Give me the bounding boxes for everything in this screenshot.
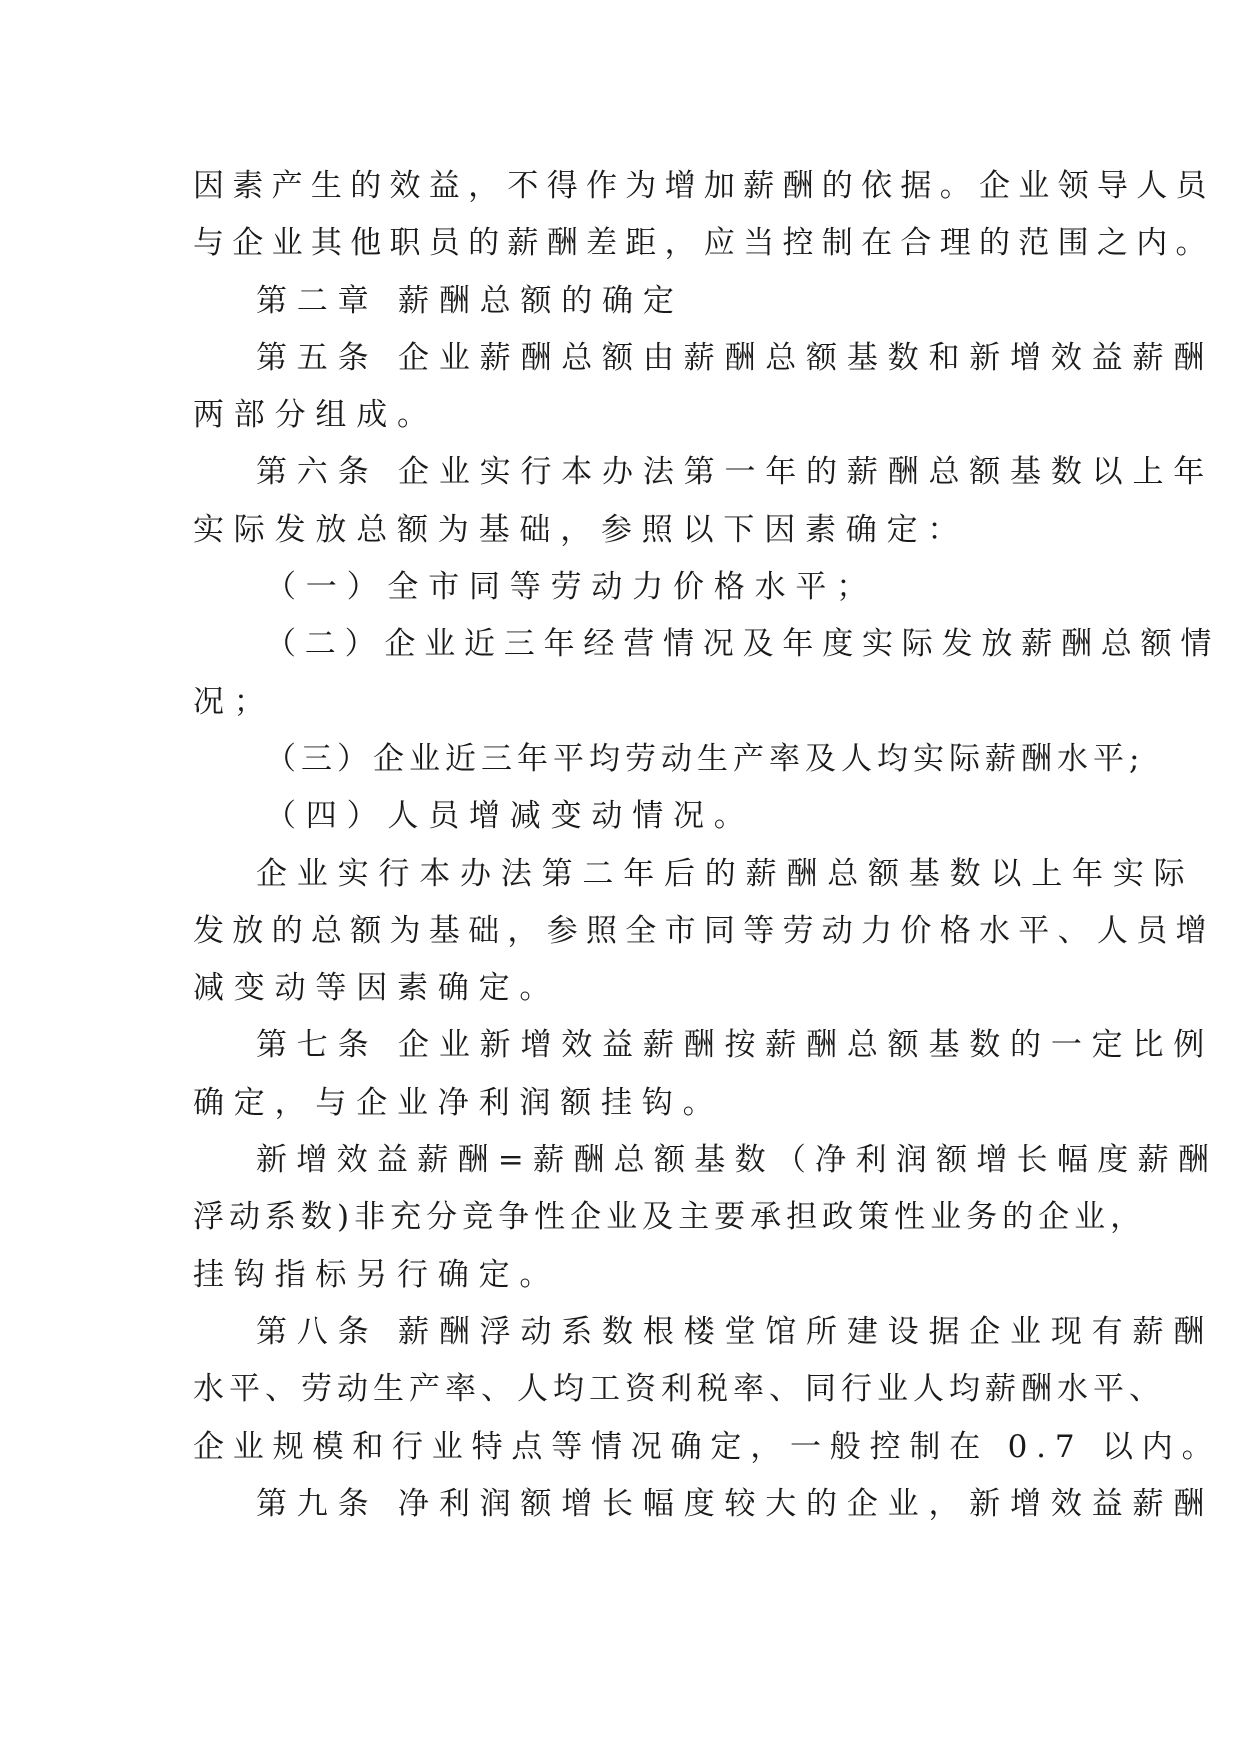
paragraph-line: 况； — [193, 683, 275, 720]
list-item-1: （一）全市同等劳动力价格水平； — [265, 569, 877, 606]
document-body — [193, 158, 1222, 1533]
article-8-line: 第八条 薪酬浮动系数根楼堂馆所建设据企业现有薪酬 — [256, 1313, 1215, 1350]
formula-line: 新增效益薪酬=薪酬总额基数（净利润额增长幅度薪酬 — [256, 1142, 1219, 1179]
article-6-line: 第六条 企业实行本办法第一年的薪酬总额基数以上年 — [256, 454, 1215, 491]
article-5-line: 第五条 企业薪酬总额由薪酬总额基数和新增效益薪酬 — [256, 339, 1215, 376]
paragraph-line: 实际发放总额为基础，参照以下因素确定： — [193, 511, 969, 548]
paragraph-line: 企业规模和行业特点等情况确定，一般控制在 0.7 以内。 — [193, 1428, 1222, 1465]
list-item-2: （二）企业近三年经营情况及年度实际发放薪酬总额情 — [265, 626, 1221, 663]
paragraph-line: 发放的总额为基础，参照全市同等劳动力价格水平、人员增 — [193, 912, 1215, 949]
article-9-line: 第九条 净利润额增长幅度较大的企业，新增效益薪酬 — [256, 1485, 1215, 1522]
paragraph-line: 与企业其他职员的薪酬差距，应当控制在合理的范围之内。 — [193, 225, 1215, 262]
paragraph-line: 企业实行本办法第二年后的薪酬总额基数以上年实际 — [256, 855, 1195, 892]
article-7-line: 第七条 企业新增效益薪酬按薪酬总额基数的一定比例 — [256, 1027, 1215, 1064]
list-item-4: （四）人员增减变动情况。 — [265, 798, 755, 835]
paragraph-line: 挂钩指标另行确定。 — [193, 1256, 561, 1293]
list-item-3: （三）企业近三年平均劳动生产率及人均实际薪酬水平; — [265, 740, 1145, 777]
chapter-heading: 第二章 薪酬总额的确定 — [256, 282, 684, 319]
paragraph-line: 减变动等因素确定。 — [193, 970, 561, 1007]
paragraph-line: 浮动系数)非充分竞争性企业及主要承担政策性业务的企业， — [193, 1199, 1147, 1236]
paragraph-line: 因素产生的效益，不得作为增加薪酬的依据。企业领导人员 — [193, 168, 1215, 204]
paragraph-line: 水平、劳动生产率、人均工资利税率、同行业人均薪酬水平、 — [193, 1371, 1165, 1408]
paragraph-line: 确定，与企业净利润额挂钩。 — [193, 1084, 724, 1121]
paragraph-line: 两部分组成。 — [193, 397, 438, 434]
